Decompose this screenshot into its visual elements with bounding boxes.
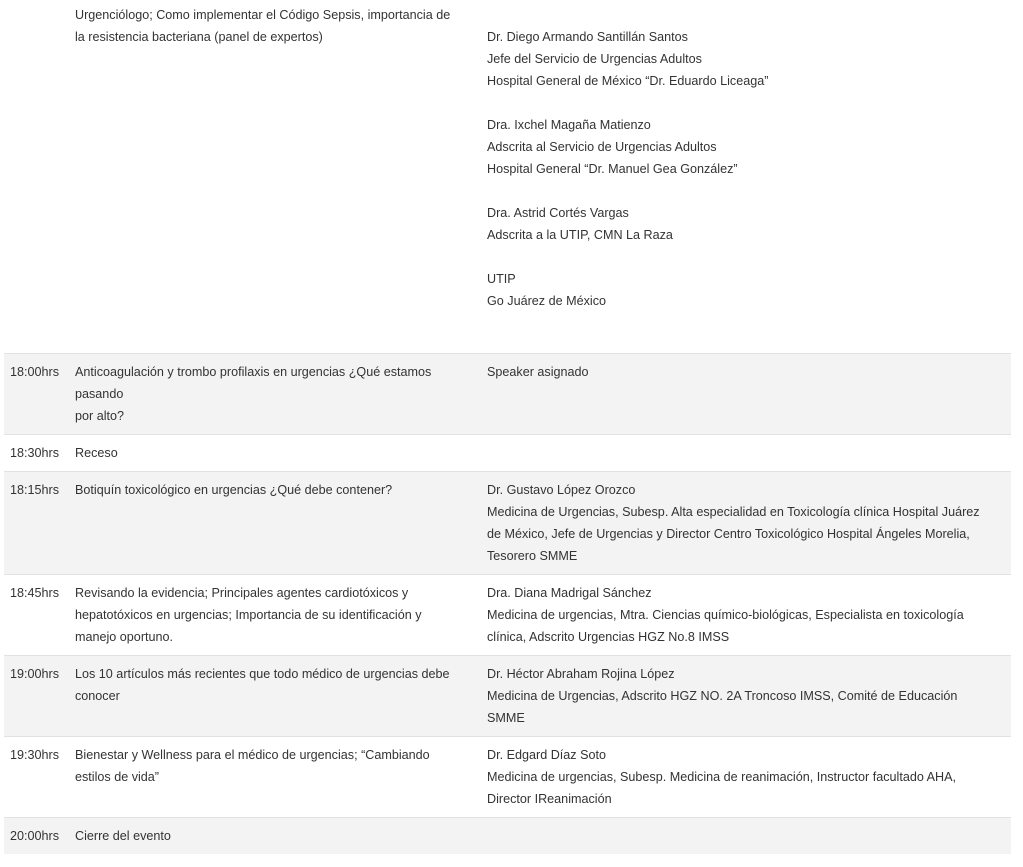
speaker-line: Dr. Edgard Díaz Soto xyxy=(487,748,607,762)
speaker-line: Jefe del Servicio de Urgencias Adultos xyxy=(487,52,702,66)
speaker-spacer xyxy=(487,92,1005,114)
agenda-time: 20:00hrs xyxy=(4,818,69,855)
speaker-line: Dra. Astrid Cortés Vargas xyxy=(487,206,629,220)
agenda-topic xyxy=(69,737,481,818)
speaker-spacer xyxy=(487,4,1005,26)
topic-line: Anticoagulación y trombo profilaxis en urgencias ¿Qué estamos xyxy=(75,365,432,379)
speaker-line: Dra. Ixchel Magaña Matienzo xyxy=(487,118,651,132)
agenda-row xyxy=(4,656,1011,737)
topic-line: Botiquín toxicológico en urgencias ¿Qué debe contener? xyxy=(75,483,393,497)
agenda-row xyxy=(4,0,1011,354)
agenda-table-body xyxy=(4,0,1011,854)
speaker-line: Dr. Gustavo López Orozco xyxy=(487,483,636,497)
speaker-line: Dr. Héctor Abraham Rojina López xyxy=(487,667,675,681)
speaker-line: Dr. Diego Armando Santillán Santos xyxy=(487,30,688,44)
speaker-line: clínica, Adscrito Urgencias HGZ No.8 IMSS xyxy=(487,630,730,644)
agenda-table xyxy=(4,0,1011,854)
agenda-speaker xyxy=(481,435,1011,472)
topic-line: pasando xyxy=(75,387,124,401)
agenda-speaker xyxy=(481,0,1011,354)
agenda-speaker xyxy=(481,818,1011,855)
agenda-topic xyxy=(69,656,481,737)
agenda-time: 18:00hrs xyxy=(4,354,69,435)
agenda-topic xyxy=(69,575,481,656)
speaker-spacer xyxy=(487,312,1005,346)
agenda-time: 19:30hrs xyxy=(4,737,69,818)
speaker-line: Medicina de urgencias, Subesp. Medicina de reanimación, Instructor facultado AHA, xyxy=(487,770,957,784)
speaker-line: Tesorero SMME xyxy=(487,549,578,563)
topic-line: Receso xyxy=(75,446,118,460)
topic-line: estilos de vida” xyxy=(75,770,159,784)
agenda-time: 18:45hrs xyxy=(4,575,69,656)
agenda-time: 18:30hrs xyxy=(4,435,69,472)
speaker-line: Dra. Diana Madrigal Sánchez xyxy=(487,586,652,600)
agenda-row xyxy=(4,575,1011,656)
agenda-speaker xyxy=(481,575,1011,656)
speaker-line: UTIP xyxy=(487,272,516,286)
speaker-line: Speaker asignado xyxy=(487,365,589,379)
agenda-topic xyxy=(69,435,481,472)
agenda-row xyxy=(4,737,1011,818)
agenda-topic xyxy=(69,354,481,435)
agenda-row xyxy=(4,472,1011,575)
agenda-row xyxy=(4,818,1011,855)
agenda-time xyxy=(4,0,69,354)
topic-line: Cierre del evento xyxy=(75,829,171,843)
speaker-line: de México, Jefe de Urgencias y Director Centro Toxicológico Hospital Ángeles Morelia, xyxy=(487,527,970,541)
speaker-line: Director IReanimación xyxy=(487,792,612,806)
speaker-line: Medicina de Urgencias, Adscrito HGZ NO. 2A Troncoso IMSS, Comité de Educación xyxy=(487,689,958,703)
topic-line: Urgenciólogo; Como implementar el Código Sepsis, importancia de xyxy=(75,8,451,22)
speaker-spacer xyxy=(487,180,1005,202)
topic-line: Revisando la evidencia; Principales agentes cardiotóxicos y xyxy=(75,586,409,600)
topic-line: por alto? xyxy=(75,409,125,423)
topic-line: manejo oportuno. xyxy=(75,630,174,644)
agenda-time: 18:15hrs xyxy=(4,472,69,575)
speaker-line: Adscrita a la UTIP, CMN La Raza xyxy=(487,228,673,242)
speaker-line: SMME xyxy=(487,711,525,725)
speaker-line: Medicina de urgencias, Mtra. Ciencias químico-biológicas, Especialista en toxicología xyxy=(487,608,964,622)
speaker-line: Hospital General “Dr. Manuel Gea González” xyxy=(487,162,738,176)
agenda-time: 19:00hrs xyxy=(4,656,69,737)
topic-line: hepatotóxicos en urgencias; Importancia de su identificación y xyxy=(75,608,422,622)
topic-line: conocer xyxy=(75,689,120,703)
speaker-line: Go Juárez de México xyxy=(487,294,606,308)
agenda-topic xyxy=(69,472,481,575)
agenda-row xyxy=(4,435,1011,472)
speaker-line: Hospital General de México “Dr. Eduardo Liceaga” xyxy=(487,74,769,88)
speaker-spacer xyxy=(487,246,1005,268)
agenda-speaker xyxy=(481,472,1011,575)
topic-line: la resistencia bacteriana (panel de expertos) xyxy=(75,30,323,44)
speaker-line: Medicina de Urgencias, Subesp. Alta especialidad en Toxicología clínica Hospital Juárez xyxy=(487,505,980,519)
topic-line: Los 10 artículos más recientes que todo médico de urgencias debe xyxy=(75,667,450,681)
topic-line: Bienestar y Wellness para el médico de urgencias; “Cambiando xyxy=(75,748,430,762)
agenda-topic xyxy=(69,0,481,354)
agenda-topic xyxy=(69,818,481,855)
agenda-speaker xyxy=(481,354,1011,435)
agenda-row xyxy=(4,354,1011,435)
agenda-speaker xyxy=(481,737,1011,818)
agenda-speaker xyxy=(481,656,1011,737)
speaker-line: Adscrita al Servicio de Urgencias Adultos xyxy=(487,140,717,154)
